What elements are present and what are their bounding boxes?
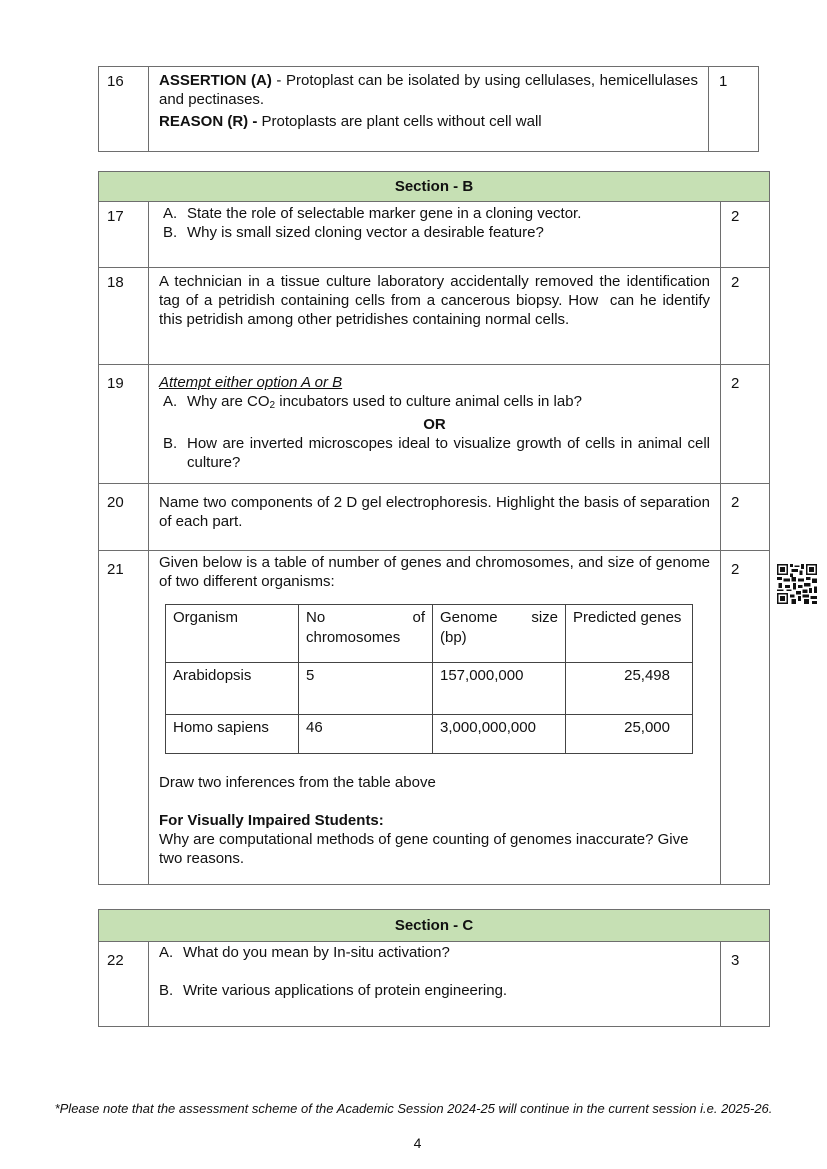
question-number: 18 bbox=[99, 268, 149, 365]
question-16-table bbox=[98, 66, 759, 152]
marks: 2 bbox=[721, 202, 770, 268]
footer-note: *Please note that the assessment scheme of the Academic Session 2024-25 will continue in the current session i.e. 2025-26. bbox=[54, 1101, 773, 1116]
option-a: A. State the role of selectable marker gene in a cloning vector. bbox=[163, 205, 582, 222]
question-22-body bbox=[149, 942, 721, 1027]
visually-impaired-label: For Visually Impaired Students: bbox=[159, 812, 384, 829]
visually-impaired-question: Why are computational methods of gene counting of genomes inaccurate? Give two reasons. bbox=[159, 831, 689, 867]
question-18-row bbox=[99, 268, 770, 365]
question-number: 19 bbox=[99, 365, 149, 484]
question-number: 16 bbox=[99, 67, 149, 152]
option-b: B. Why is small sized cloning vector a desirable feature? bbox=[163, 224, 544, 241]
option-b: B. How are inverted microscopes ideal to visualize growth of cells in animal cell culture? bbox=[163, 435, 710, 471]
question-18-body: A technician in a tissue culture laboratory accidentally removed the identification tag of a petridish containing cells from a cancerous biopsy. How can he identify this petridish among other petridishes containing normal cells. bbox=[149, 268, 721, 365]
instruction: Attempt either option A or B bbox=[159, 374, 343, 391]
option-a: A. Why are $CO_2$ incubators used to culture animal cells in lab? bbox=[163, 393, 582, 411]
reason: REASON (R) - Protoplasts are plant cells without cell wall bbox=[159, 113, 542, 130]
question-17-row bbox=[99, 202, 770, 268]
question-intro: Given below is a table of number of genes and chromosomes, and size of genome of two different organisms: bbox=[159, 554, 710, 590]
section-c-header: Section - C bbox=[99, 910, 770, 942]
question-number: 22 bbox=[99, 942, 149, 1027]
question-17-body bbox=[149, 202, 721, 268]
qr-code-icon bbox=[777, 564, 817, 604]
question-19-row bbox=[99, 365, 770, 484]
option-a: A. What do you mean by In-situ activation? bbox=[159, 944, 450, 961]
question-21-row bbox=[99, 551, 770, 885]
question-21-body bbox=[149, 551, 721, 885]
genome-table-header: Organism No of chromosomes Genome size (bp) Predicted genes bbox=[166, 605, 693, 663]
marks: 2 bbox=[721, 268, 770, 365]
question-number: 20 bbox=[99, 484, 149, 551]
section-b-table bbox=[98, 171, 770, 885]
genome-table bbox=[165, 604, 693, 754]
question-22-row bbox=[99, 942, 770, 1027]
marks: 2 bbox=[721, 484, 770, 551]
option-b: B. Write various applications of protein engineering. bbox=[159, 982, 508, 999]
question-20-row bbox=[99, 484, 770, 551]
question-number: 17 bbox=[99, 202, 149, 268]
table-row: Arabidopsis 5 157,000,000 25,498 bbox=[166, 663, 693, 715]
question-number: 21 bbox=[99, 551, 149, 885]
table-row: Homo sapiens 46 3,000,000,000 25,000 bbox=[166, 715, 693, 754]
section-c-table bbox=[98, 909, 770, 1027]
question-19-body bbox=[149, 365, 721, 484]
question-20-body: Name two components of 2 D gel electrophoresis. Highlight the basis of separation of each part. bbox=[149, 484, 721, 551]
marks: 2 bbox=[721, 365, 770, 484]
assertion: ASSERTION (A) - Protoplast can be isolated by using cellulases, hemicellulases and pectinases. bbox=[159, 72, 699, 108]
page-number: 4 bbox=[413, 1135, 422, 1151]
question-16-body bbox=[149, 67, 709, 152]
question-task: Draw two inferences from the table above bbox=[159, 774, 436, 791]
section-b-header: Section - B bbox=[99, 172, 770, 202]
or-divider: OR bbox=[423, 416, 446, 433]
marks: 2 bbox=[721, 551, 770, 885]
marks: 3 bbox=[721, 942, 770, 1027]
marks: 1 bbox=[709, 67, 759, 152]
